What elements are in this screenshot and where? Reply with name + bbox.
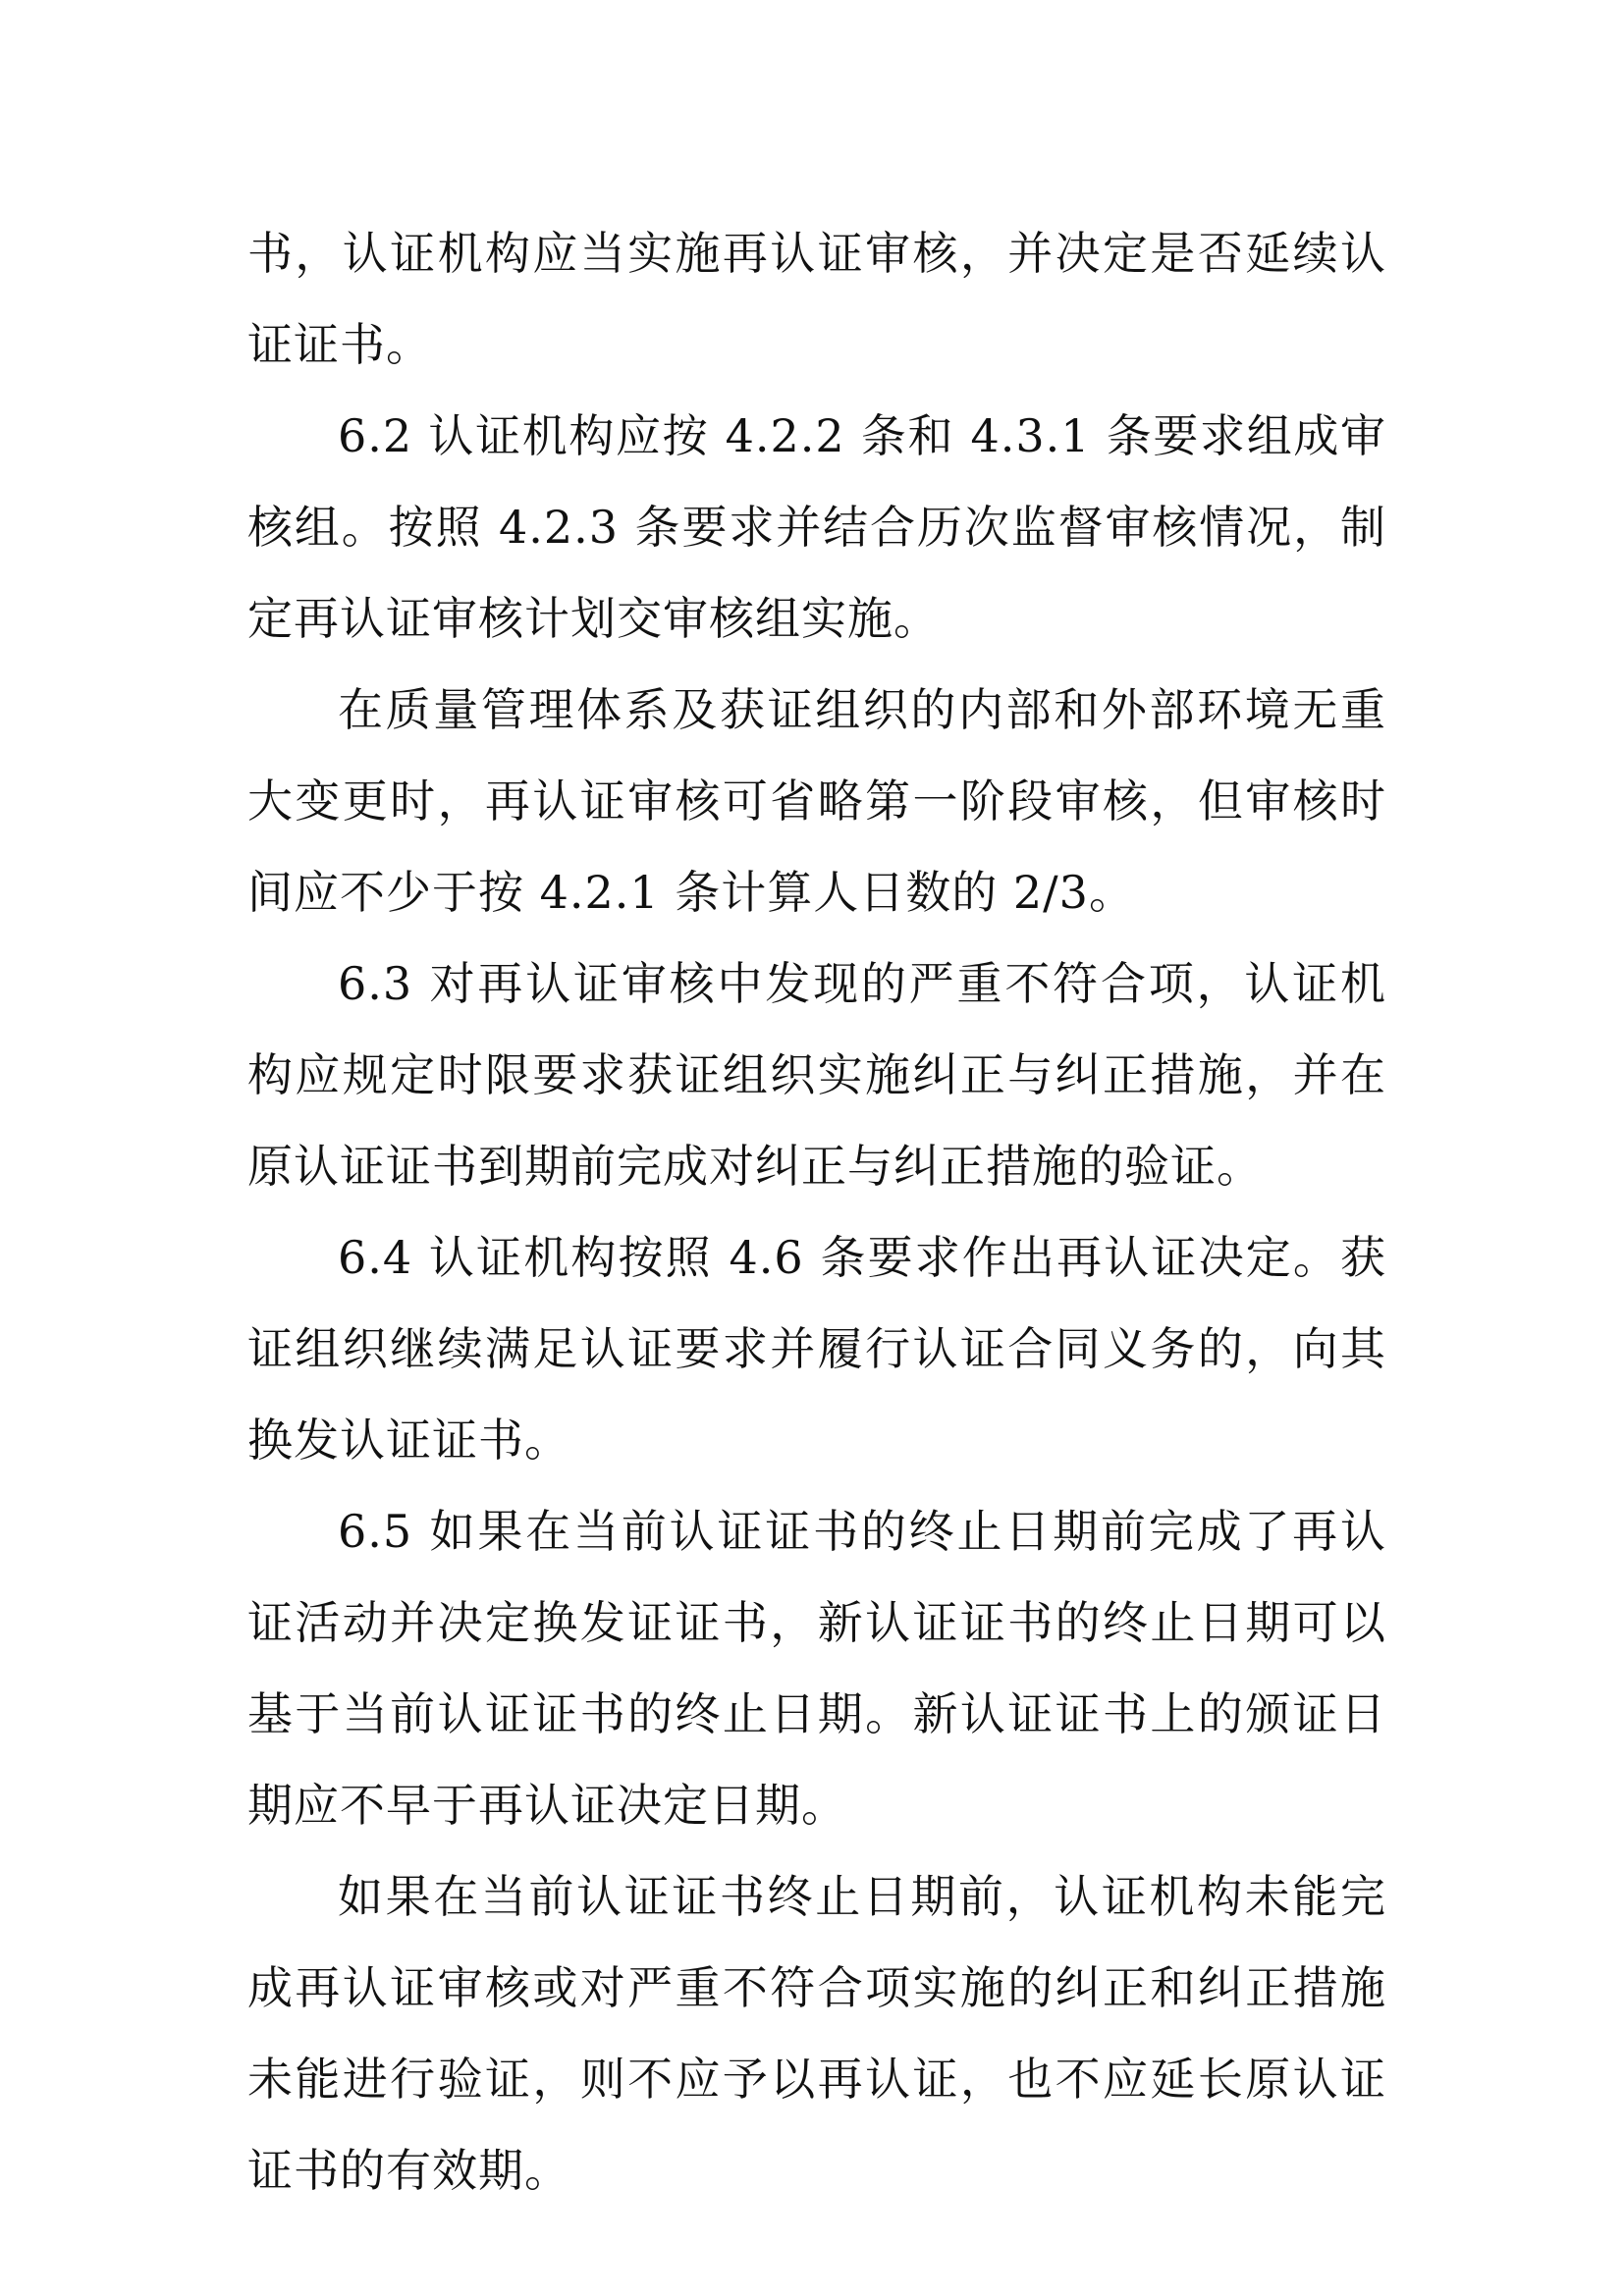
paragraph-continuation: 书，认证机构应当实施再认证审核，并决定是否延续认证证书。 (247, 227, 1386, 371)
paragraph-stage-one-omission: 在质量管理体系及获证组织的内部和外部环境无重大变更时，再认证审核可省略第一阶段审核，但审核时间应不少于按 4.2.1 条计算人日数的 2/3。 (247, 683, 1386, 919)
paragraph-6-5: 6.5 如果在当前认证证书的终止日期前完成了再认证活动并决定换发证证书，新认证证书的终止日期可以基于当前认证证书的终止日期。新认证证书上的颁证日期应不早于再认证决定日期。 (247, 1505, 1386, 1832)
paragraph-6-2: 6.2 认证机构应按 4.2.2 条和 4.3.1 条要求组成审核组。按照 4.2.3 条要求并结合历次监督审核情况，制定再认证审核计划交审核组实施。 (247, 409, 1386, 645)
paragraph-6-4: 6.4 认证机构按照 4.6 条要求作出再认证决定。获证组织继续满足认证要求并履行认证合同义务的，向其换发认证证书。 (247, 1231, 1386, 1467)
document-body (247, 208, 1386, 2216)
paragraph-failure-to-recertify: 如果在当前认证证书终止日期前，认证机构未能完成再认证审核或对严重不符合项实施的纠正和纠正措施未能进行验证，则不应予以再认证，也不应延长原认证证书的有效期。 (247, 1870, 1386, 2197)
paragraph-6-3: 6.3 对再认证审核中发现的严重不符合项，认证机构应规定时限要求获证组织实施纠正与纠正措施，并在原认证证书到期前完成对纠正与纠正措施的验证。 (247, 957, 1386, 1193)
